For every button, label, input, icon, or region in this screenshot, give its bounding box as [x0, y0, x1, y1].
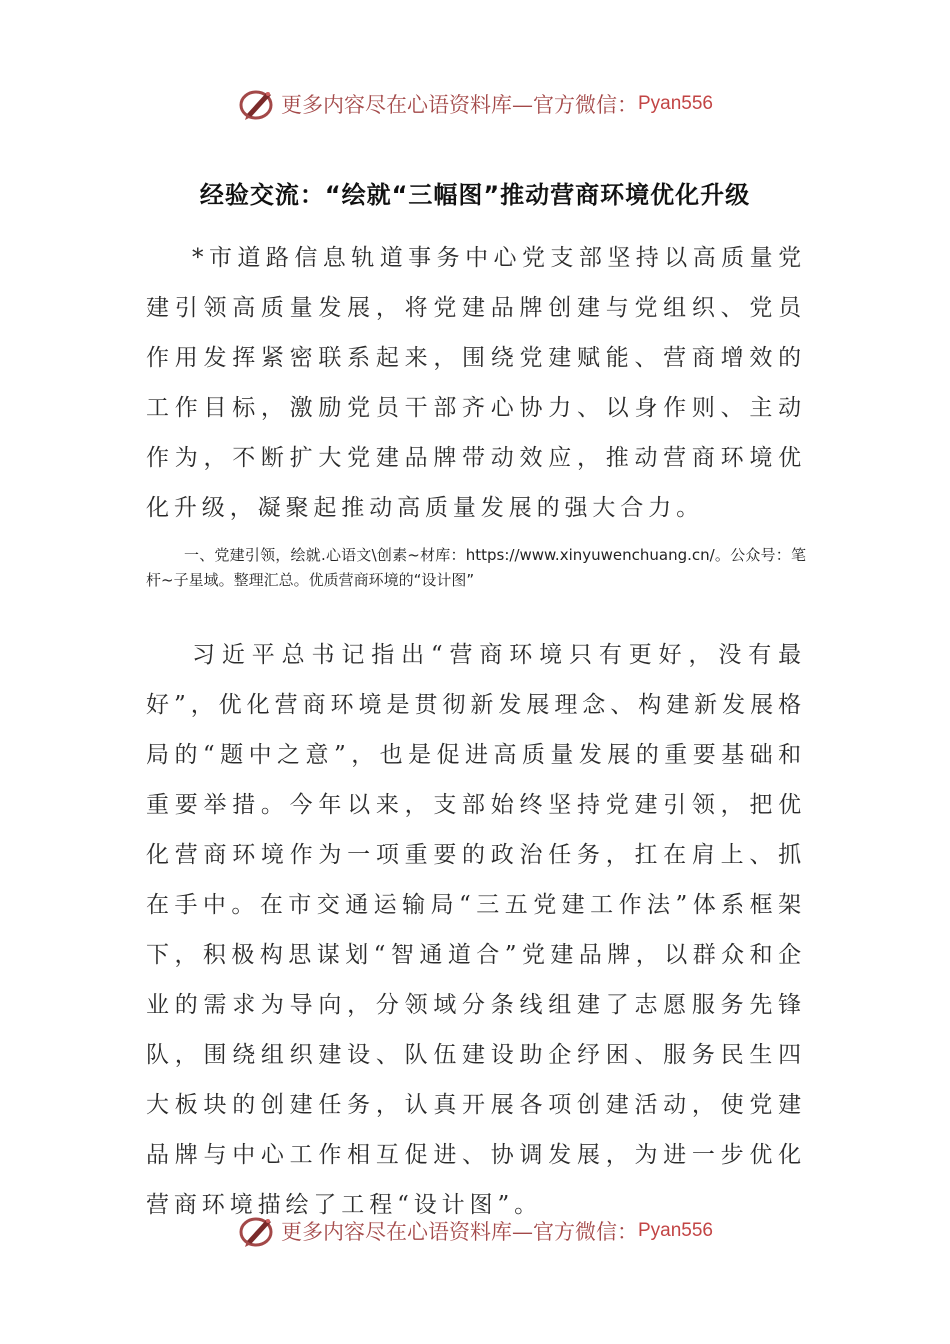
- watermark-wechat-id: Pyan556: [637, 1220, 713, 1241]
- watermark-wechat-id: Pyan556: [637, 93, 713, 114]
- watermark-banner-top: [0, 84, 950, 124]
- section-heading: 一、党建引领，绘就.心语文\创素~材库：https://www.xinyuwenchuang.cn/。公众号：笔杆~子星域。整理汇总。优质营商环境的“设计图”: [146, 546, 806, 589]
- page-title: 经验交流：“绘就“三幅图”推动营商环境优化升级: [199, 181, 751, 209]
- pen-in-circle-logo-icon: [237, 1211, 277, 1251]
- watermark-text: 更多内容尽在心语资料库—官方微信：: [280, 93, 638, 117]
- intro-paragraph: *市道路信息轨道事务中心党支部坚持以高质量党建引领高质量发展，将党建品牌创建与党组织、党员作用发挥紧密联系起来，围绕党建赋能、营商增效的工作目标，激励党员干部齐心协力、以身作则、主动作为，不断扩大党建品牌带动效应，推动营商环境优化升级，凝聚起推动高质量发展的强大合力。: [146, 245, 806, 521]
- body-paragraph: 习近平总书记指出“营商环境只有更好，没有最好”，优化营商环境是贯彻新发展理念、构建新发展格局的“题中之意”，也是促进高质量发展的重要基础和重要举措。今年以来，支部始终坚持党建引领，把优化营商环境作为一项重要的政治任务，扛在肩上、抓在手中。在市交通运输局“三五党建工作法”体系框架下，积极构思谋划“智通道合”党建品牌，以群众和企业的需求为导向，分领域分条线组建了志愿服务先锋队，围绕组织建设、队伍建设助企纾困、服务民生四大板块的创建任务，认真开展各项创建活动，使党建品牌与中心工作相互促进、协调发展，为进一步优化营商环境描绘了工程“设计图”。: [146, 642, 806, 1218]
- pen-in-circle-logo-icon: [237, 84, 277, 124]
- watermark-text: 更多内容尽在心语资料库—官方微信：: [280, 1220, 638, 1244]
- watermark-banner-bottom: [0, 1211, 950, 1251]
